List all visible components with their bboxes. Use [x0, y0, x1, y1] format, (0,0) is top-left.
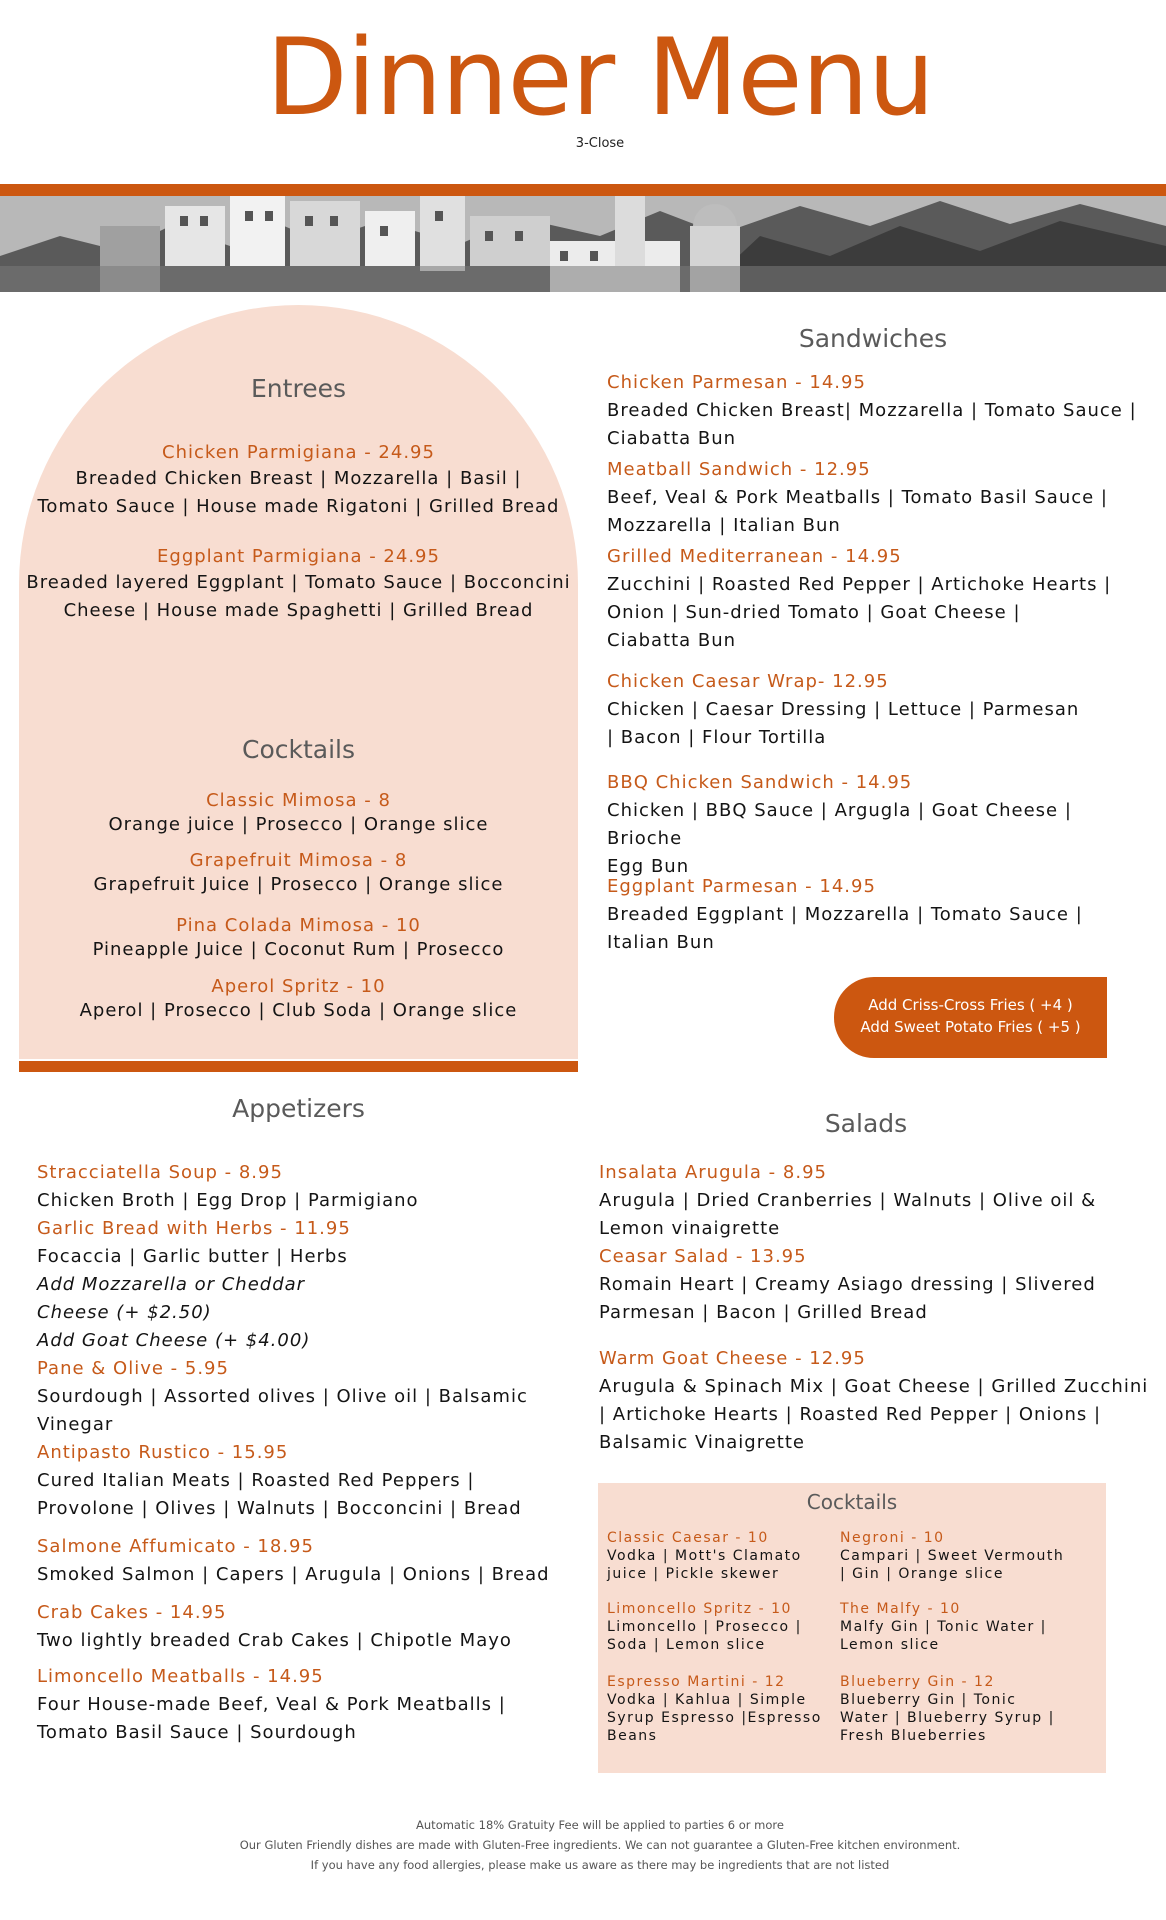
appetizer-item: [37, 1663, 577, 1747]
salad-desc: Balsamic Vinaigrette: [599, 1432, 805, 1453]
appetizer-desc: Sourdough | Assorted olives | Olive oil | Balsamic: [37, 1386, 528, 1407]
appetizers-heading: Appetizers: [232, 1094, 365, 1123]
cocktail-desc: Vodka | Kahlua | Simple: [607, 1692, 807, 1708]
entree-desc: Breaded Chicken Breast | Mozzarella | Basil |: [75, 468, 522, 489]
appetizer-name: Antipasto Rustico - 15.95: [37, 1442, 289, 1463]
appetizer-item: [37, 1533, 577, 1589]
appetizer-desc: Smoked Salmon | Capers | Arugula | Onions | Bread: [37, 1564, 550, 1585]
appetizer-desc: Cured Italian Meats | Roasted Red Peppers |: [37, 1470, 475, 1491]
cocktail-name: Espresso Martini - 12: [607, 1674, 786, 1690]
cocktail-desc: Blueberry Gin | Tonic: [840, 1692, 1017, 1708]
salad-desc: Lemon vinaigrette: [599, 1218, 781, 1239]
entree-desc: Tomato Sauce | House made Rigatoni | Grilled Bread: [37, 496, 560, 517]
allergy-note: If you have any food allergies, please make us aware as there may be ingredients that are not listed: [310, 1858, 890, 1872]
appetizer-name: Pane & Olive - 5.95: [37, 1358, 229, 1379]
page-title: Dinner Menu: [266, 16, 934, 139]
appetizer-desc: Four House-made Beef, Veal & Pork Meatballs |: [37, 1694, 506, 1715]
salad-name: Insalata Arugula - 8.95: [599, 1162, 827, 1183]
cocktail-desc: Vodka | Mott's Clamato: [607, 1548, 802, 1564]
sandwiches-heading: Sandwiches: [798, 324, 948, 353]
cocktail-desc: Grapefruit Juice | Prosecco | Orange slice: [93, 874, 504, 895]
salad-item: [599, 1159, 1159, 1243]
appetizer-desc: Provolone | Olives | Walnuts | Bocconcini | Bread: [37, 1498, 522, 1519]
cocktail-card: [607, 1529, 837, 1583]
cocktail-desc: Lemon slice: [840, 1637, 940, 1653]
cocktail-card: [607, 1600, 837, 1654]
cocktail-item: [19, 849, 578, 897]
entrees-heading: Entrees: [251, 374, 346, 403]
cocktail-name: Negroni - 10: [840, 1530, 945, 1546]
cocktail-name: Classic Mimosa - 8: [206, 790, 391, 811]
appetizer-item: [37, 1439, 577, 1523]
sandwich-name: Meatball Sandwich - 12.95: [607, 459, 871, 480]
cocktail-desc: Campari | Sweet Vermouth: [840, 1548, 1065, 1564]
sandwich-desc: Breaded Chicken Breast| Mozzarella | Tomato Sauce |: [607, 400, 1137, 421]
cocktail-desc: Malfy Gin | Tonic Water |: [840, 1619, 1047, 1635]
salad-desc: Parmesan | Bacon | Grilled Bread: [599, 1302, 928, 1323]
salad-desc: | Artichoke Hearts | Roasted Red Pepper | Onions |: [599, 1404, 1102, 1425]
cocktails-heading: Cocktails: [241, 735, 355, 764]
appetizer-desc: Focaccia | Garlic butter | Herbs: [37, 1246, 348, 1267]
appetizer-item: [37, 1355, 577, 1439]
cocktail-desc: Limoncello | Prosecco |: [607, 1619, 802, 1635]
salad-desc: Arugula | Dried Cranberries | Walnuts | Olive oil &: [599, 1190, 1097, 1211]
cocktail-item: [19, 914, 578, 962]
entree-desc: Breaded layered Eggplant | Tomato Sauce | Bocconcini: [26, 572, 571, 593]
sandwich-desc: Zucchini | Roasted Red Pepper | Artichoke Hearts |: [607, 574, 1112, 595]
salad-desc: Romain Heart | Creamy Asiago dressing | Slivered: [599, 1274, 1096, 1295]
appetizer-item: [37, 1215, 577, 1355]
appetizer-desc: Two lightly breaded Crab Cakes | Chipotle Mayo: [37, 1630, 512, 1651]
appetizer-name: Salmone Affumicato - 18.95: [37, 1536, 314, 1557]
cocktail-desc: Beans: [607, 1728, 658, 1744]
entree-name: Chicken Parmigiana - 24.95: [162, 442, 435, 463]
appetizer-item: [37, 1599, 577, 1655]
cocktail-desc: | Gin | Orange slice: [840, 1566, 1004, 1582]
fries-addon-badge: [834, 977, 1107, 1058]
cocktail-desc: Aperol | Prosecco | Club Soda | Orange slice: [79, 1000, 518, 1021]
appetizer-name: Limoncello Meatballs - 14.95: [37, 1666, 324, 1687]
cocktail-desc: Pineapple Juice | Coconut Rum | Prosecco: [92, 939, 505, 960]
sandwich-desc: Breaded Eggplant | Mozzarella | Tomato Sauce |: [607, 904, 1083, 925]
cocktail-name: Aperol Spritz - 10: [211, 976, 386, 997]
sandwich-name: Chicken Parmesan - 14.95: [607, 372, 866, 393]
cocktail-item: [19, 975, 578, 1023]
sandwich-desc: Ciabatta Bun: [607, 428, 737, 449]
cocktail-desc: Orange juice | Prosecco | Orange slice: [108, 814, 489, 835]
sandwich-name: Eggplant Parmesan - 14.95: [607, 876, 876, 897]
sandwich-desc: Onion | Sun-dried Tomato | Goat Cheese |: [607, 602, 1021, 623]
sandwich-desc: Chicken | Caesar Dressing | Lettuce | Parmesan: [607, 699, 1080, 720]
addon-line: Add Criss-Cross Fries ( +4 ): [868, 996, 1073, 1014]
appetizer-desc: Chicken Broth | Egg Drop | Parmigiano: [37, 1190, 419, 1211]
sandwich-desc: Ciabatta Bun: [607, 630, 737, 651]
cocktail-desc: Water | Blueberry Syrup |: [840, 1710, 1055, 1726]
cocktail-desc: juice | Pickle skewer: [607, 1566, 780, 1582]
appetizer-desc: Tomato Basil Sauce | Sourdough: [37, 1722, 357, 1743]
cocktail-name: Grapefruit Mimosa - 8: [189, 850, 408, 871]
entree-name: Eggplant Parmigiana - 24.95: [157, 546, 440, 567]
sandwich-item: [607, 769, 1152, 881]
sandwich-item: [607, 456, 1152, 540]
cocktail-desc: Syrup Espresso |Espresso: [607, 1710, 822, 1726]
panel-bottom-bar: [19, 1061, 578, 1072]
sandwich-item: [607, 873, 1152, 957]
appetizer-addon: Add Goat Cheese (+ $4.00): [37, 1330, 311, 1351]
cocktail-name: Limoncello Spritz - 10: [607, 1601, 792, 1617]
salads-heading: Salads: [824, 1109, 908, 1138]
cocktail-card: [840, 1600, 1080, 1654]
salads-list: [599, 1159, 1159, 1457]
sandwich-name: Grilled Mediterranean - 14.95: [607, 546, 902, 567]
sandwich-item: [607, 369, 1152, 453]
cocktail-card: [607, 1673, 837, 1745]
appetizer-name: Garlic Bread with Herbs - 11.95: [37, 1218, 351, 1239]
town-banner-image: [0, 196, 1166, 292]
sandwich-desc: Italian Bun: [607, 932, 715, 953]
sandwich-desc: Mozzarella | Italian Bun: [607, 515, 841, 536]
salad-item: [599, 1345, 1159, 1457]
cocktail-name: Blueberry Gin - 12: [840, 1674, 995, 1690]
sandwich-desc: | Bacon | Flour Tortilla: [607, 727, 827, 748]
cocktail-name: The Malfy - 10: [840, 1601, 961, 1617]
salad-desc: Arugula & Spinach Mix | Goat Cheese | Grilled Zucchini: [599, 1376, 1149, 1397]
appetizer-name: Stracciatella Soup - 8.95: [37, 1162, 283, 1183]
entree-item: [19, 441, 578, 521]
salad-name: Warm Goat Cheese - 12.95: [599, 1348, 866, 1369]
sandwich-item: [607, 543, 1152, 655]
appetizers-list: [37, 1159, 577, 1747]
appetizer-addon: Cheese (+ $2.50): [37, 1302, 212, 1323]
gluten-note: Our Gluten Friendly dishes are made with Gluten-Free ingredients. We can not guarantee a Gluten-Free kitchen environment.: [239, 1838, 961, 1852]
cocktails-box-heading: Cocktails: [806, 1490, 898, 1514]
appetizer-addon: Add Mozzarella or Cheddar: [37, 1274, 306, 1295]
footer-notes: [0, 1815, 1166, 1875]
addon-line: Add Sweet Potato Fries ( +5 ): [860, 1018, 1081, 1036]
sandwich-name: BBQ Chicken Sandwich - 14.95: [607, 772, 913, 793]
salad-name: Ceasar Salad - 13.95: [599, 1246, 807, 1267]
cocktail-item: [19, 789, 578, 837]
cocktail-desc: Soda | Lemon slice: [607, 1637, 766, 1653]
header-divider-bar: [0, 184, 1166, 196]
appetizer-item: [37, 1159, 577, 1215]
cocktail-desc: Fresh Blueberries: [840, 1728, 987, 1744]
cocktail-card: [840, 1673, 1080, 1745]
appetizer-desc: Vinegar: [37, 1414, 114, 1435]
appetizer-name: Crab Cakes - 14.95: [37, 1602, 227, 1623]
gratuity-note: Automatic 18% Gratuity Fee will be applied to parties 6 or more: [416, 1818, 784, 1832]
sandwich-desc: Egg Bun: [607, 856, 690, 877]
entree-desc: Cheese | House made Spaghetti | Grilled Bread: [63, 600, 534, 621]
service-hours: 3-Close: [575, 136, 625, 151]
cocktail-name: Classic Caesar - 10: [607, 1530, 769, 1546]
sandwich-desc: Chicken | BBQ Sauce | Argugla | Goat Cheese | Brioche: [607, 800, 1072, 849]
entree-item: [19, 545, 578, 625]
cocktail-name: Pina Colada Mimosa - 10: [176, 915, 421, 936]
sandwich-desc: Beef, Veal & Pork Meatballs | Tomato Basil Sauce |: [607, 487, 1108, 508]
sandwich-name: Chicken Caesar Wrap- 12.95: [607, 671, 889, 692]
cocktail-card: [840, 1529, 1080, 1583]
sandwich-item: [607, 668, 1152, 752]
salad-item: [599, 1243, 1159, 1327]
